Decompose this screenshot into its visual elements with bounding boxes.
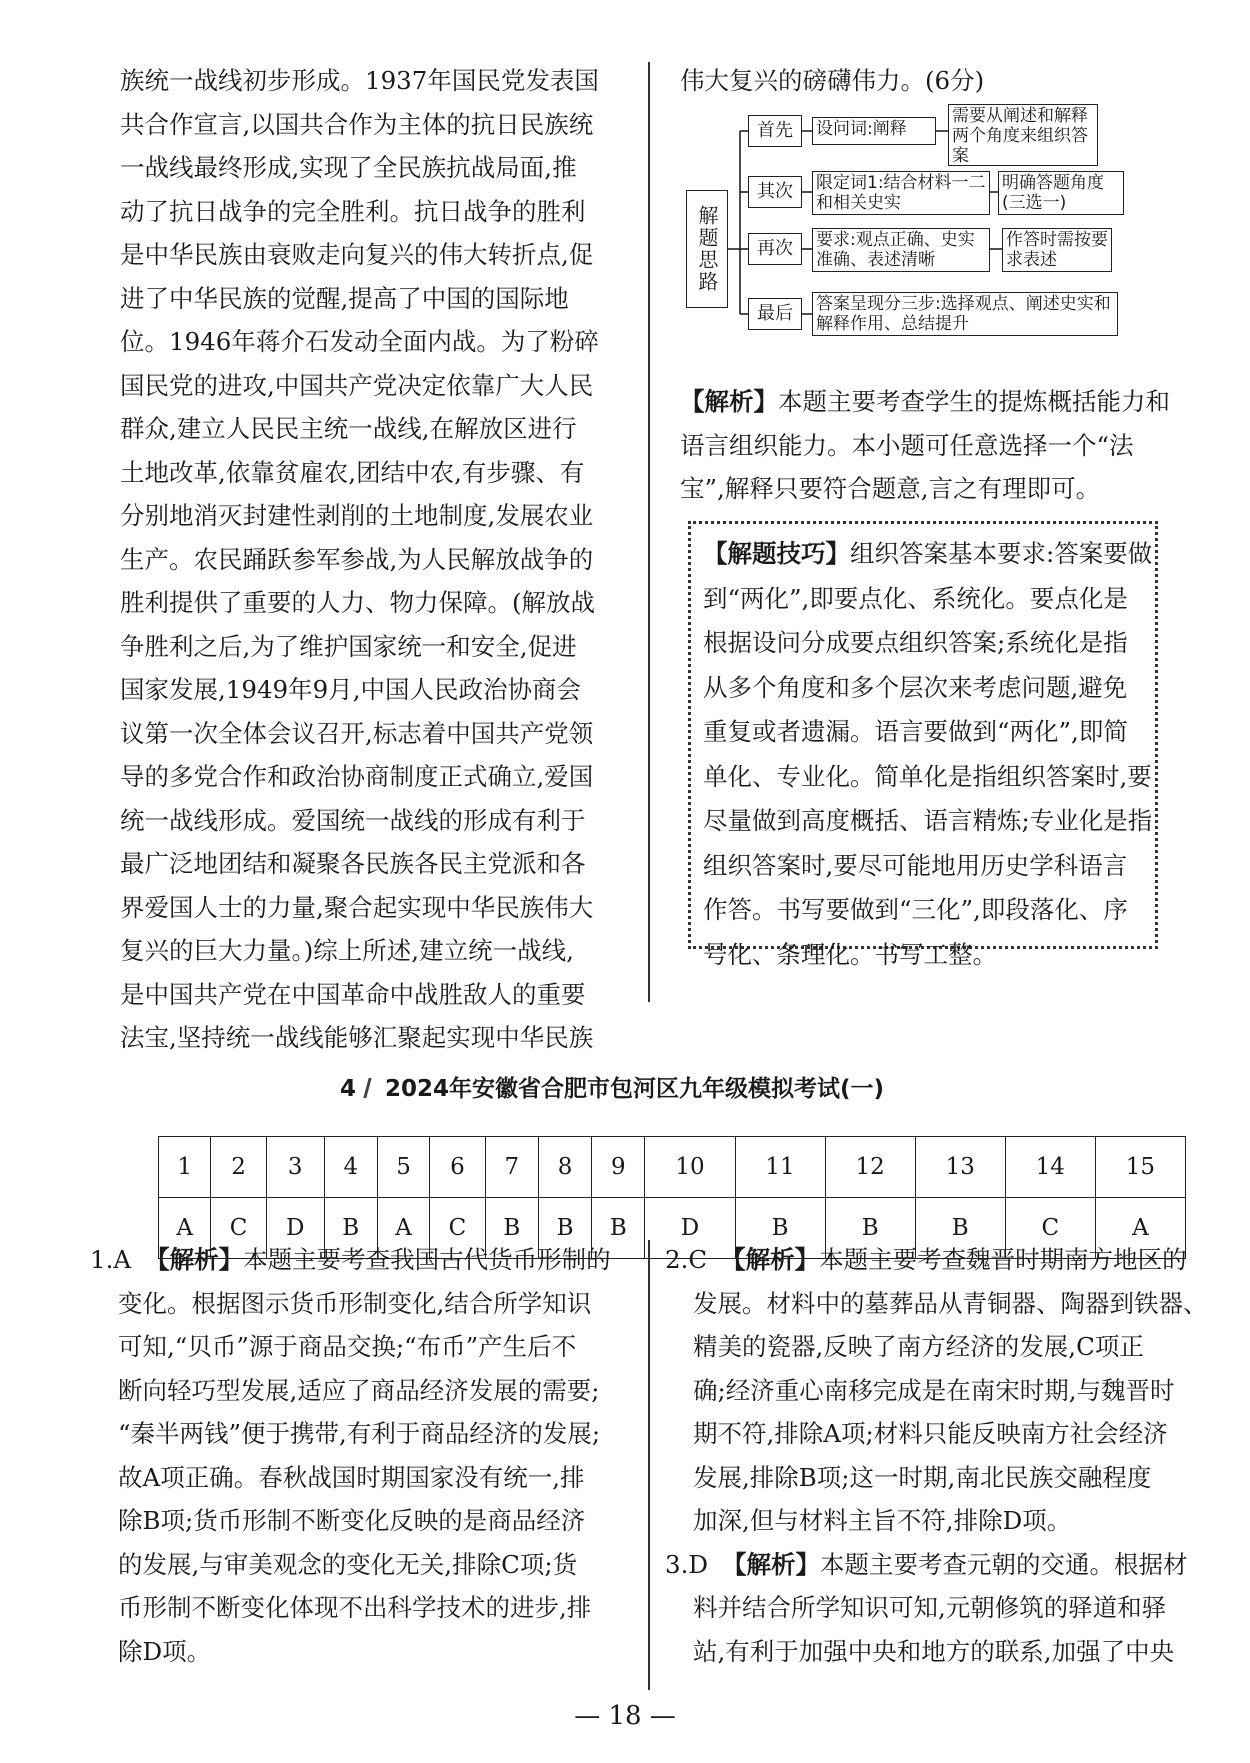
section-title-text: 2024年安徽省合肥市包河区九年级模拟考试(一) (385, 1076, 885, 1102)
answer-letter-cell: B (538, 1198, 591, 1259)
bottom-left-column (90, 1238, 630, 1673)
explanation-text: 加深,但与材料主旨不符,排除D项。 (693, 1506, 1072, 1535)
explanation-text: 本题主要考查魏晋时期南方地区的 (819, 1245, 1187, 1274)
explanation-text: 的发展,与审美观念的变化无关,排除C项;货 (118, 1549, 578, 1579)
explanation-text: 确;经济重心南移完成是在南宋时期,与魏晋时 (693, 1375, 1175, 1405)
step-first-detail: 设问词:阐释 (812, 117, 936, 145)
bottom-right-column (665, 1238, 1208, 1673)
answer-letter-cell: B (825, 1198, 915, 1259)
explanation-text: 发展。材料中的墓葬品从青铜器、陶器到铁器、 (693, 1288, 1208, 1318)
step-second-detail: 限定词1:结合材料一二和相关史实 (812, 171, 990, 215)
tip-line: 根据设问分成要点组织答案;系统化是指 (703, 628, 1128, 657)
column-divider-bottom (648, 1240, 650, 1690)
explanation-line (665, 1456, 1185, 1500)
step-last-detail: 答案呈现分三步:选择观点、阐述史实和解释作用、总结提升 (812, 292, 1118, 336)
answer-number-cell: 13 (915, 1137, 1005, 1198)
answer-number-cell: 2 (211, 1137, 266, 1198)
explanation-line (90, 1630, 630, 1674)
answer-letter-cell: A (159, 1198, 211, 1259)
tip-line: 单化、专业化。简单化是指组织答案时,要 (703, 761, 1152, 791)
explanation-text: 发展,排除B项;这一时期,南北民族交融程度 (693, 1462, 1152, 1492)
question-number: 2.C (665, 1245, 708, 1274)
body-line: 统一战线形成。爱国统一战线的形成有利于 (120, 805, 586, 835)
answer-letter-cell: B (324, 1198, 377, 1259)
tip-line: 组织答案时,要尽可能地用历史学科语言 (703, 850, 1128, 880)
answer-number-cell: 14 (1005, 1137, 1095, 1198)
body-line: 进了中华民族的觉醒,提高了中国的国际地 (120, 283, 569, 313)
answer-number-cell: 7 (485, 1137, 538, 1198)
body-line: 生产。农民踊跃参军参战,为人民解放战争的 (120, 544, 594, 574)
step-third-detail: 要求:观点正确、史实准确、表述清晰 (812, 228, 990, 272)
explanation-text: 故A项正确。春秋战国时期国家没有统一,排 (118, 1462, 585, 1492)
explanation-line (90, 1369, 630, 1413)
explanation-line (665, 1499, 1185, 1543)
body-line: 界爱国人士的力量,聚合起实现中华民族伟大 (120, 892, 594, 922)
analysis-block (680, 380, 1185, 511)
analysis-line: 语言组织能力。本小题可任意选择一个“法 (680, 430, 1134, 460)
body-line: 土地改革,依靠贫雇农,团结中农,有步骤、有 (120, 457, 585, 487)
right-column-top (680, 59, 1185, 103)
answer-letter-cell: D (266, 1198, 324, 1259)
answer-letter-cell: A (377, 1198, 429, 1259)
body-line: 法宝,坚持统一战线能够汇聚起实现中华民族 (120, 1023, 594, 1052)
answer-number-cell: 4 (324, 1137, 377, 1198)
body-line: 国民党的进攻,中国共产党决定依靠广大人民 (120, 370, 594, 400)
explanation-text: 精美的瓷器,反映了南方经济的发展,C项正 (693, 1332, 1144, 1361)
step-second: 其次 (748, 176, 802, 208)
explanation-text: 站,有利于加强中央和地方的联系,加强了中央 (693, 1636, 1175, 1666)
body-line: 一战线最终形成,实现了全民族抗战局面,推 (120, 153, 577, 182)
body-line: 导的多党合作和政治协商制度正式确立,爱国 (120, 762, 594, 791)
answer-letter-cell: D (645, 1198, 735, 1259)
answer-letter-cell: B (915, 1198, 1005, 1259)
answer-number-cell: 3 (266, 1137, 324, 1198)
answer-letter-cell: C (430, 1198, 485, 1259)
question-number: 3.D (665, 1549, 709, 1579)
body-line: 位。1946年蒋介石发动全面内战。为了粉碎 (120, 327, 599, 356)
tip-line: 组织答案基本要求:答案要做 (850, 539, 1153, 568)
tip-line: 重复或者遗漏。语言要做到“两化”,即简 (703, 717, 1128, 746)
tip-line: 号化、条理化。书写工整。 (703, 939, 997, 969)
explanation-line (90, 1456, 630, 1500)
explanation-text: 断向轻巧型发展,适应了商品经济发展的需要; (118, 1375, 600, 1405)
question-number: 1.A (90, 1245, 132, 1274)
section-title (340, 1074, 940, 1104)
step-third-note: 作答时需按要求表述 (1002, 228, 1112, 272)
analysis-line: 本题主要考查学生的提炼概括能力和 (778, 387, 1170, 416)
tip-line: 作答。书写要做到“三化”,即段落化、序 (703, 895, 1128, 924)
column-divider (648, 62, 650, 1002)
explanation-text: 本题主要考查元朝的交通。根据材 (820, 1549, 1188, 1579)
answer-number-cell: 10 (645, 1137, 735, 1198)
section-slash-icon (363, 1078, 371, 1098)
analysis-line: 宝”,解释只要符合题意,言之有理即可。 (680, 474, 1101, 503)
step-first: 首先 (748, 115, 802, 147)
explanation-text: “秦半两钱”便于携带,有利于商品经济的发展; (118, 1419, 601, 1448)
body-line: 动了抗日战争的完全胜利。抗日战争的胜利 (120, 196, 586, 226)
explanation-text: 本题主要考查我国古代货币形制的 (243, 1245, 611, 1274)
body-line: 议第一次全体会议召开,标志着中国共产党领 (120, 718, 594, 748)
explanation-line (665, 1586, 1185, 1630)
answer-number-cell: 1 (159, 1137, 211, 1198)
step-first-note: 需要从阐述和解释两个角度来组织答案 (948, 104, 1098, 166)
body-line: 共合作宣言,以国共合作为主体的抗日民族统 (120, 109, 594, 139)
explanation-line (90, 1499, 630, 1543)
explanation-text: 除B项;货币形制不断变化反映的是商品经济 (118, 1506, 586, 1535)
left-column (120, 59, 625, 1060)
tip-tag: 【解题技巧】 (703, 539, 850, 568)
answer-number-cell: 15 (1095, 1137, 1185, 1198)
body-line: 国家发展,1949年9月,中国人民政治协商会 (120, 675, 582, 704)
answer-letter-cell: A (1095, 1198, 1185, 1259)
answer-letter-cell: C (211, 1198, 266, 1259)
explanation-line (665, 1412, 1185, 1456)
explanation-line (665, 1543, 1188, 1587)
answer-letter-cell: B (485, 1198, 538, 1259)
answer-number-row (159, 1137, 1186, 1198)
answer-number-cell: 12 (825, 1137, 915, 1198)
page-number: — 18 — (574, 1701, 676, 1731)
body-line: 是中国共产党在中国革命中战胜敌人的重要 (120, 979, 586, 1009)
explanation-line (90, 1238, 630, 1282)
body-line: 复兴的巨大力量。)综上所述,建立统一战线, (120, 936, 574, 965)
analysis-tag: 【解析】 (145, 1245, 244, 1274)
body-line: 分别地消灭封建性剥削的土地制度,发展农业 (120, 501, 594, 530)
explanation-line (665, 1282, 1208, 1326)
explanation-line (665, 1238, 1185, 1282)
answer-number-cell: 6 (430, 1137, 485, 1198)
answer-number-cell: 5 (377, 1137, 429, 1198)
explanation-text: 除D项。 (118, 1636, 212, 1666)
explanation-line (665, 1325, 1185, 1369)
explanation-text: 期不符,排除A项;材料只能反映南方社会经济 (693, 1419, 1168, 1448)
answer-number-cell: 9 (592, 1137, 645, 1198)
tip-line: 尽量做到高度概括、语言精炼;专业化是指 (703, 806, 1153, 835)
explanation-line (90, 1282, 630, 1326)
answer-number-cell: 11 (735, 1137, 825, 1198)
analysis-tag: 【解析】 (721, 1245, 820, 1274)
solution-diagram (686, 104, 1156, 374)
analysis-tag: 【解析】 (722, 1549, 821, 1579)
explanation-line (90, 1586, 630, 1630)
body-line: 群众,建立人民民主统一战线,在解放区进行 (120, 414, 577, 443)
explanation-text: 币形制不断变化体现不出科学技术的进步,排 (118, 1593, 592, 1622)
explanation-line (665, 1630, 1185, 1674)
tip-line: 到“两化”,即要点化、系统化。要点化是 (703, 583, 1128, 613)
body-line: 争胜利之后,为了维护国家统一和安全,促进 (120, 631, 577, 661)
answer-letter-cell: B (592, 1198, 645, 1259)
step-second-note: 明确答题角度(三选一) (998, 171, 1124, 215)
step-third: 再次 (748, 233, 802, 265)
tip-line: 从多个角度和多个层次来考虑问题,避免 (703, 672, 1128, 702)
answer-letter-cell: C (1005, 1198, 1095, 1259)
answer-letter-cell: B (735, 1198, 825, 1259)
answer-number-cell: 8 (538, 1137, 591, 1198)
section-number: 4 (340, 1076, 357, 1102)
explanation-line (90, 1412, 630, 1456)
explanation-line (90, 1543, 630, 1587)
explanation-text: 可知,“贝币”源于商品交换;“布币”产生后不 (118, 1332, 577, 1361)
score-line: 伟大复兴的磅礴伟力。(6分) (680, 66, 985, 95)
analysis-tag: 【解析】 (680, 387, 778, 416)
tip-box (688, 521, 1158, 969)
step-last: 最后 (748, 298, 802, 330)
explanation-line (665, 1369, 1185, 1413)
explanation-line (90, 1325, 630, 1369)
diagram-root: 解题思路 (686, 190, 728, 308)
body-line: 胜利提供了重要的人力、物力保障。(解放战 (120, 588, 596, 617)
explanation-text: 料并结合所学知识可知,元朝修筑的驿道和驿 (693, 1593, 1167, 1622)
explanation-text: 变化。根据图示货币形制变化,结合所学知识 (118, 1288, 592, 1318)
body-line: 最广泛地团结和凝聚各民族各民主党派和各 (120, 849, 586, 878)
body-line: 族统一战线初步形成。1937年国民党发表国 (120, 66, 599, 95)
body-line: 是中华民族由衰败走向复兴的伟大转折点,促 (120, 240, 594, 269)
